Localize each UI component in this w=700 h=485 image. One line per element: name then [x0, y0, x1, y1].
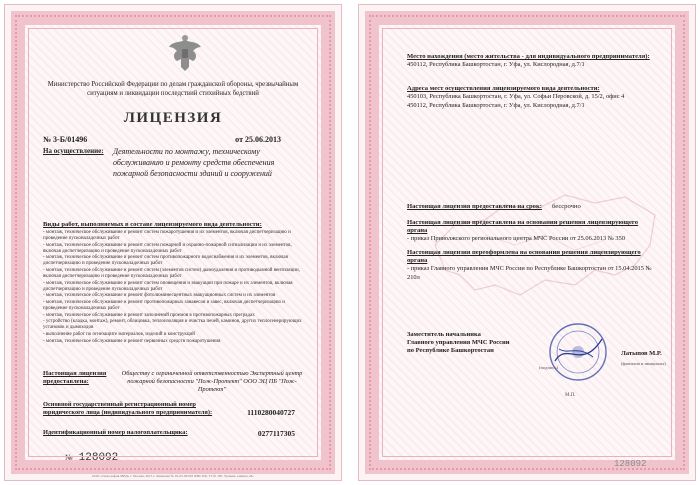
- signature-caption: (подпись): [539, 365, 559, 370]
- seal-place-label: М.П.: [565, 393, 576, 398]
- works-item: - монтаж, техническое обслуживание и ремонт заполнений проемов в противопожарных преградах: [43, 312, 255, 318]
- ogrn-row: [43, 401, 303, 417]
- works-list: [43, 230, 305, 345]
- back-content: [379, 25, 675, 469]
- reissue-text: - приказ Главного управления МЧС России по Республике Башкортостан от 15.04.2015 № 210л: [407, 265, 652, 282]
- term-value: бессрочно: [551, 203, 581, 210]
- holder-text: Обществу с ограниченной ответственностью Экспертный центр пожарной безопасности "Пож-Протект" ООО ЭЦ ПБ "Пож-Протект": [121, 370, 303, 394]
- works-item: - монтаж, техническое обслуживание и ремонт систем пожаротушения и их элементов, включая диспетчеризацию и проведение пусконаладочных работ: [43, 230, 291, 242]
- basis-label: Настоящая лицензия предоставлена на основании решения лицензирующего органа: [407, 219, 639, 235]
- location-text: 450112, Республика Башкортостан, г. Уфа, ул. Кислородная, д.7/1: [407, 61, 585, 69]
- inn-row: [43, 429, 303, 438]
- signer-title-line: Заместитель начальника: [407, 331, 481, 338]
- signer-title-line: Главного управления МЧС России: [407, 339, 510, 347]
- places-text-2: 450112, Республика Башкортостан, г. Уфа, ул. Кислородная, д.7/1: [407, 101, 585, 109]
- official-seal-stamp-icon: [547, 321, 609, 383]
- ogrn-value: 1110280040727: [247, 407, 295, 417]
- reissue-section: [407, 249, 659, 283]
- works-item: - монтаж, техническое обслуживание и ремонт противопожарных занавесов и завес, включая диспетчеризацию и проведение пусконаладочных работ: [43, 300, 285, 312]
- name-caption: (фамилия и инициалы): [621, 361, 666, 366]
- basis-section: [407, 219, 659, 244]
- serial-prefix: №: [65, 453, 73, 462]
- inn-value: 0277117305: [257, 429, 295, 438]
- inn-label: Идентификационный номер налогоплательщика:: [43, 429, 188, 436]
- license-number-row: [43, 135, 303, 145]
- activity-text: Деятельности по монтажу, техническому обслуживанию и ремонту средств обеспечения пожарной безопасности зданий и сооружений: [113, 147, 275, 178]
- activity-label: На осуществление:: [43, 147, 104, 155]
- location-label: Место нахождения (место жительства - для индивидуального предпринимателя):: [407, 53, 650, 60]
- term-label: Настоящая лицензия предоставлена на срок:: [407, 203, 542, 210]
- works-item: - монтаж, техническое обслуживание и ремонт систем пожарной и охранно-пожарной сигнализации и их элементов, включая диспетчеризацию и проведение пусконаладочных работ: [43, 242, 292, 254]
- signer-title: [407, 331, 509, 355]
- license-number: № 3-Б/01496: [43, 135, 88, 144]
- double-headed-eagle-emblem-icon: [165, 33, 205, 73]
- reissue-label: Настоящая лицензия переоформлена на основании решения лицензирующего органа: [407, 249, 641, 265]
- term-section: [407, 203, 659, 211]
- license-title: ЛИЦЕНЗИЯ: [123, 110, 223, 126]
- places-label: Адреса мест осуществления лицензируемого вида деятельности:: [407, 85, 600, 92]
- printer-footer: ООО «Типография МВД» г. Москва, 2013 г. Лицензия № 05-05-09/003 ФНС РФ, ТЗ № 185. Уровень защиты «Б»: [92, 474, 254, 478]
- works-item: - выполнение работ по огнезащите материалов, изделий и конструкций: [43, 332, 195, 337]
- signer-name: Латыпов М.Р.: [621, 350, 662, 357]
- works-item: - устройство (кладка, монтаж), ремонт, облицовка, теплоизоляция и очистка печей, каминов, других теплогенерирующих установок и дымоходов: [43, 319, 302, 331]
- front-content: [25, 25, 321, 464]
- license-date: от 25.06.2013: [235, 135, 281, 144]
- serial-value: 128092: [78, 452, 119, 464]
- ornamental-border: [365, 11, 689, 474]
- works-item: - монтаж, техническое обслуживание и ремонт фотолюминесцентных эвакуационных систем и их элементов: [43, 293, 276, 299]
- ornamental-border: [11, 11, 335, 474]
- works-item: - монтаж, техническое обслуживание и ремонт систем оповещения и эвакуации при пожаре и их элементов, включая диспетчеризацию и проведение пусконаладочных работ: [43, 280, 293, 292]
- back-serial-number: 128092: [614, 459, 647, 469]
- basis-text: - приказ Приволжского регионального центра МЧС России от 25.06.2013 № 350: [407, 235, 626, 243]
- works-item: - монтаж, техническое обслуживание и ремонт систем (элементов систем) дымоудаления и противодымной вентиляции, включая диспетчеризацию и проведение пусконаладочных работ: [43, 268, 300, 280]
- license-page-front: [4, 4, 342, 481]
- works-item: - монтаж, техническое обслуживание и ремонт первичных средств пожаротушения: [43, 338, 221, 344]
- signer-title-line: по Республике Башкортостан: [407, 347, 494, 355]
- issuing-ministry: Министерство Российской Федерации по делам гражданской обороны, чрезвычайным ситуациям и ликвидации последствий стихийных бедствий: [47, 81, 299, 97]
- ogrn-label: Основной государственный регистрационный номер юридического лица (индивидуального предпринимателя):: [43, 401, 213, 416]
- places-text-1: 450103, Республика Башкортостан, г. Уфа, ул. Софьи Перовской, д. 15/2, офис 4: [407, 93, 625, 101]
- location-section: [407, 53, 659, 70]
- license-page-back: [358, 4, 696, 481]
- holder-section: [43, 370, 303, 395]
- works-heading: Виды работ, выполняемых в составе лицензируемого вида деятельности:: [43, 221, 262, 228]
- works-item: - монтаж, техническое обслуживание и ремонт систем противопожарного водоснабжения и их элементов, включая диспетчеризацию и проведение пусконаладочных работ: [43, 255, 288, 267]
- holder-label: Настоящая лицензия предоставлена:: [43, 370, 107, 386]
- form-serial-number: [65, 452, 118, 466]
- places-section: [407, 85, 659, 111]
- activity-section: [43, 147, 303, 179]
